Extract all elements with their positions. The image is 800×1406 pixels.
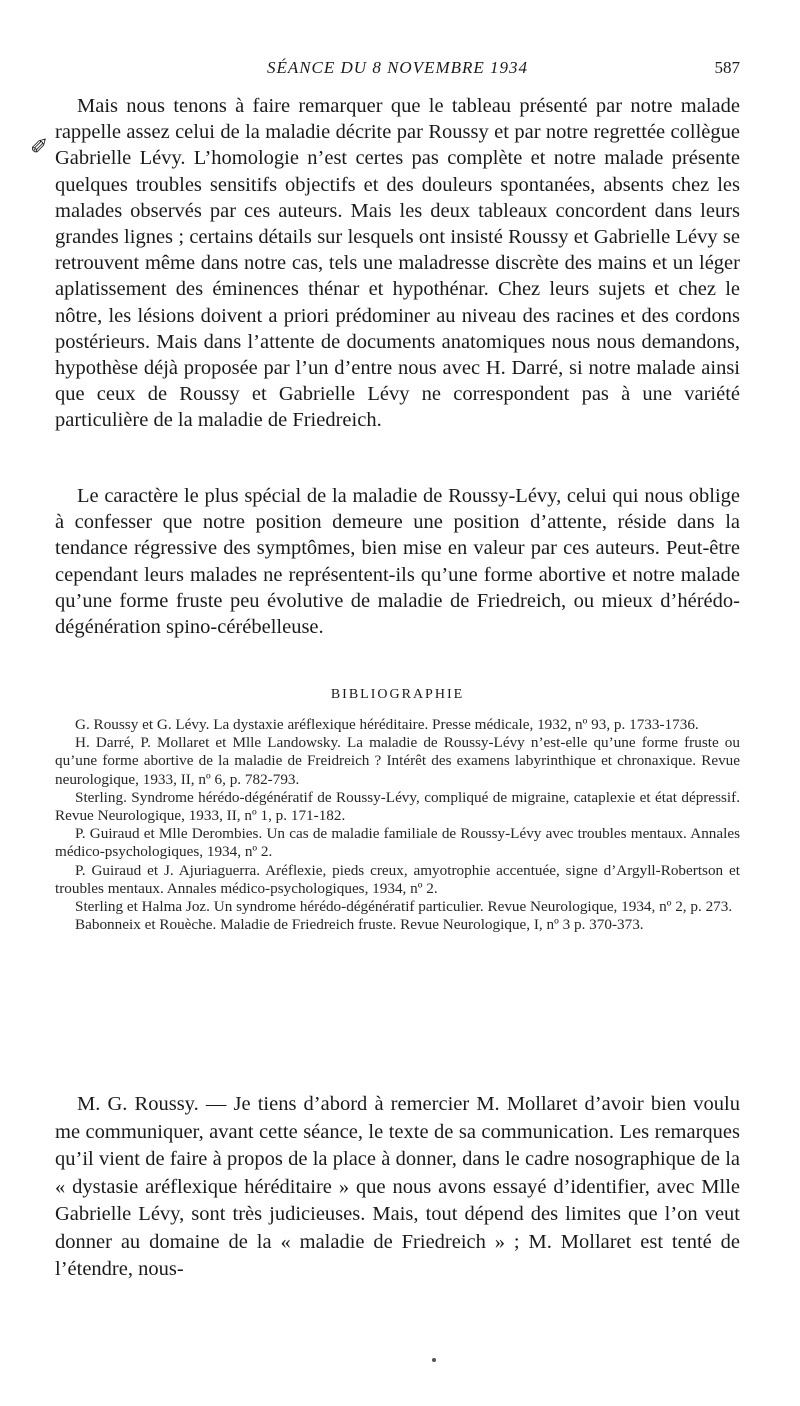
running-header	[55, 58, 740, 82]
print-speck	[432, 1358, 436, 1362]
page-number: 587	[714, 58, 740, 77]
bibliography-entry: P. Guiraud et J. Ajuriaguerra. Aréflexie, pieds creux, amyotrophie accentuée, signe d’Argyll-Robertson et troubles mentaux. Annales médico-psychologiques, 1934, nº 2.	[55, 861, 740, 897]
bibliography-entry: G. Roussy et G. Lévy. La dystaxie aréflexique héréditaire. Presse médicale, 1932, nº 93, p. 1733-1736.	[75, 716, 699, 733]
header-title: SÉANCE DU 8 NOVEMBRE 1934	[266, 58, 529, 77]
bibliography-entry: Sterling et Halma Joz. Un syndrome hérédo-dégénératif particulier. Revue Neurologique, 1934, nº 2, p. 273.	[75, 898, 733, 916]
bibliography-entry: P. Guiraud et Mlle Derombies. Un cas de maladie familiale de Roussy-Lévy avec troubles mentaux. Annales médico-psychologiques, 1934, nº 2.	[55, 825, 740, 861]
paragraph-2-text: Le caractère le plus spécial de la maladie de Roussy-Lévy, celui qui nous oblige à confesser que notre position demeure une position d’attente, réside dans la tendance régressive des symptômes, bien mise en valeur par ces auteurs. Peut-être cependant leurs malades ne représentent-ils qu’une forme abortive et notre malade qu’une forme fruste peu évolutive de maladie de Friedreich, ou mieux d’hérédo-dégénération spino-cérébelleuse.	[55, 485, 740, 639]
bibliography-list	[55, 716, 740, 934]
paragraph-2	[55, 483, 740, 640]
bibliography-entry: Sterling. Syndrome hérédo-dégénératif de Roussy-Lévy, compliqué de migraine, cataplexie et état dépressif. Revue Neurologique, 1933, II, nº 1, p. 171-182.	[55, 788, 740, 825]
paragraph-1	[55, 93, 740, 434]
paragraph-1-text: Mais nous tenons à faire remarquer que le tableau présenté par notre malade rappelle assez celui de la maladie décrite par Roussy et par notre regrettée collègue Gabrielle Lévy. L’homologie n’est certes pas complète et notre malade présente quelques troubles sensitifs objectifs et des douleurs spontanées, absents chez les malades observés par ces auteurs. Mais les deux tableaux concordent dans leurs grandes lignes ; certains détails sur lesquels ont insisté Roussy et Gabrielle Lévy se retrouvent même dans notre cas, tels une maladresse discrète des mains et un léger aplatissement des éminences thénar et hypothénar. Chez leurs sujets et chez le nôtre, les lésions doivent a priori prédominer au niveau des racines et des cordons postérieurs. Mais dans l’attente de documents anatomiques nous nous demandons, hypothèse déjà proposée par l’un d’entre nous avec H. Darré, si notre malade ainsi que ceux de Roussy et Gabrielle Lévy ne correspondent pas à une variété particulière de la maladie de Friedreich.	[55, 95, 740, 432]
bibliography-title: BIBLIOGRAPHIE	[330, 687, 465, 702]
bibliography-entry: H. Darré, P. Mollaret et Mlle Landowsky. La maladie de Roussy-Lévy n’est-elle qu’une forme fruste ou qu’une forme abortive de la maladie de Freidreich ? Intérêt des examens labyrinthique et chronaxique. Revue neurologique, 1933, II, nº 6, p. 782-793.	[55, 734, 740, 788]
margin-mark-icon: ✐	[30, 135, 49, 160]
paragraph-3	[55, 1091, 740, 1284]
bibliography-entry: Babonneix et Rouèche. Maladie de Friedreich fruste. Revue Neurologique, I, nº 3 p. 370-373.	[75, 916, 644, 934]
paragraph-3-text: M. G. Roussy. — Je tiens d’abord à remercier M. Mollaret d’avoir bien voulu me communiquer, avant cette séance, le texte de sa communication. Les remarques qu’il vient de faire à propos de la place à donner, dans le cadre nosographique de la « dystasie aréflexique héréditaire » que nous avons essayé d’identifier, avec Mlle Gabrielle Lévy, sont très judicieuses. Mais, tout dépend des limites que l’on veut donner au domaine de la « maladie de Friedreich » ; M. Mollaret est tenté de l’étendre, nous-	[55, 1093, 740, 1280]
